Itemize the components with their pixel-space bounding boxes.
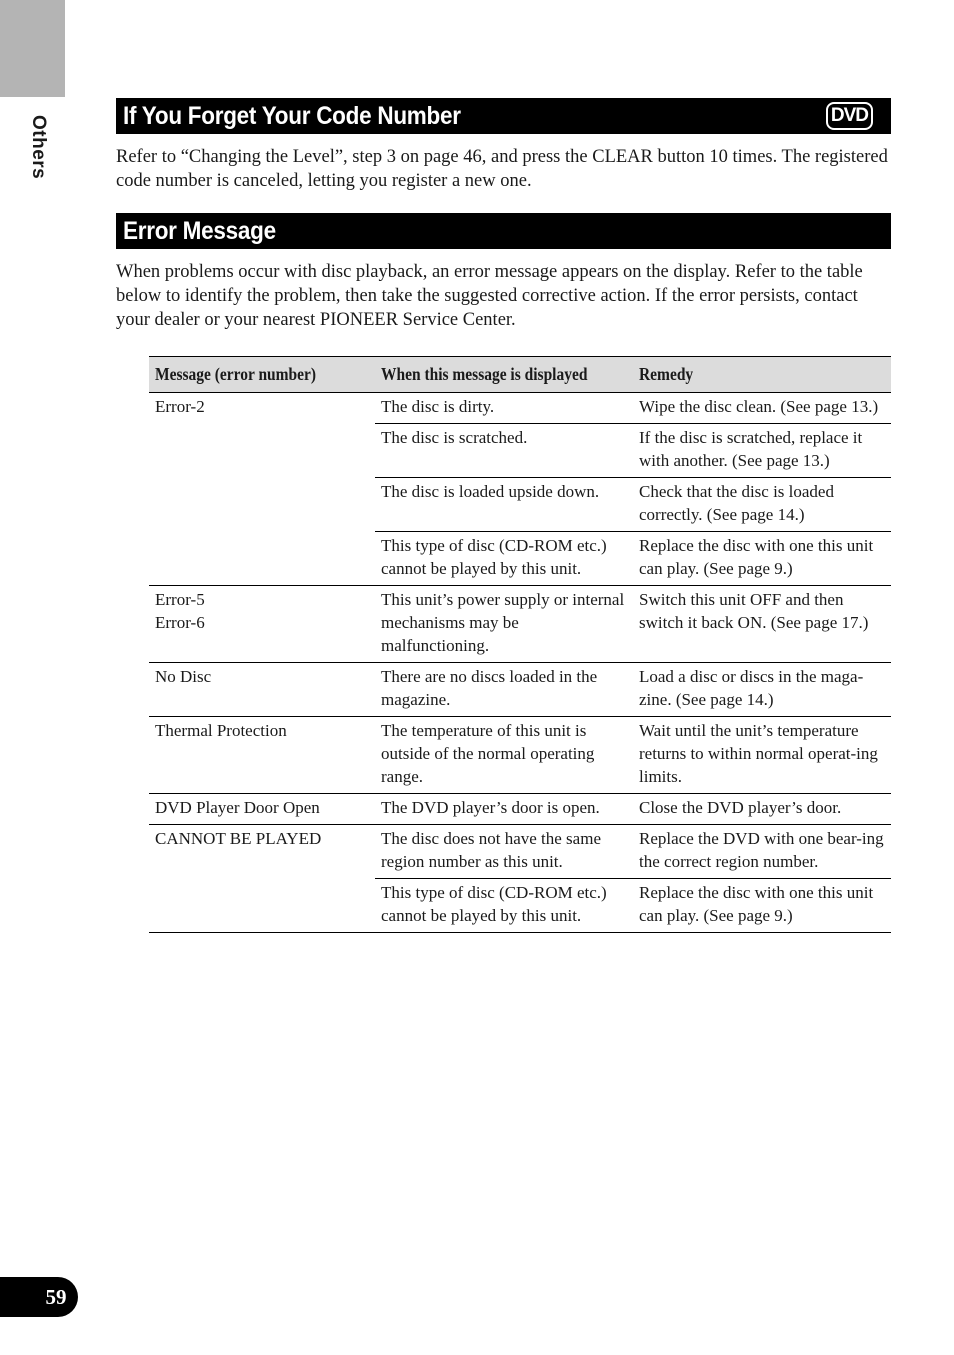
condition-cell: There are no discs loaded in the magazine. [375, 663, 633, 717]
side-tab-label: Others [28, 115, 49, 180]
table-row [149, 717, 891, 794]
table-row [149, 825, 891, 879]
error-message-cell: CANNOT BE PLAYED [149, 825, 375, 933]
remedy-cell: Wait until the unit’s temperature returns to within normal operat-ing limits. [633, 717, 891, 794]
remedy-cell: Close the DVD player’s door. [633, 794, 891, 825]
error-message-cell: No Disc [149, 663, 375, 717]
page-number-tab [0, 1277, 78, 1317]
condition-cell: The DVD player’s door is open. [375, 794, 633, 825]
remedy-cell: Switch this unit OFF and then switch it back ON. (See page 17.) [633, 586, 891, 663]
section-header-error-message [116, 213, 891, 249]
error-message-cell [149, 586, 375, 663]
column-header-when: When this message is displayed [375, 357, 633, 393]
table-row [149, 586, 891, 663]
remedy-cell: If the disc is scratched, replace it with another. (See page 13.) [633, 424, 891, 478]
section-header-forget-code [116, 98, 891, 134]
error-code-line: Error-6 [155, 613, 205, 632]
error-code-line: Error-5 [155, 590, 205, 609]
error-message-cell: Thermal Protection [149, 717, 375, 794]
condition-cell: The disc is loaded upside down. [375, 478, 633, 532]
error-message-paragraph: When problems occur with disc playback, an error message appears on the display. Refer to the table below to identify the problem, then take the suggested corrective action. If the error persists, contact your dealer or your nearest PIONEER Service Center. [116, 262, 863, 330]
condition-cell: The disc is dirty. [375, 393, 633, 424]
condition-cell: This unit’s power supply or internal mechanisms may be malfunctioning. [375, 586, 633, 663]
table-row [149, 393, 891, 424]
condition-cell: The temperature of this unit is outside of the normal operating range. [375, 717, 633, 794]
section-title: Error Message [123, 216, 276, 245]
page-number: 59 [45, 1284, 67, 1309]
error-table [149, 356, 891, 933]
condition-cell: This type of disc (CD-ROM etc.) cannot be played by this unit. [375, 532, 633, 586]
side-tab-marker [0, 0, 65, 97]
remedy-cell: Replace the disc with one this unit can play. (See page 9.) [633, 879, 891, 933]
remedy-cell: Wipe the disc clean. (See page 13.) [633, 393, 891, 424]
table-row [149, 794, 891, 825]
error-message-cell: DVD Player Door Open [149, 794, 375, 825]
condition-cell: The disc does not have the same region number as this unit. [375, 825, 633, 879]
remedy-cell: Load a disc or discs in the maga-zine. (See page 14.) [633, 663, 891, 717]
forget-code-paragraph: Refer to “Changing the Level”, step 3 on page 46, and press the CLEAR button 10 times. The registered code number is canceled, letting you register a new one. [116, 147, 888, 191]
section-title: If You Forget Your Code Number [123, 101, 461, 130]
remedy-cell: Replace the DVD with one bear-ing the correct region number. [633, 825, 891, 879]
condition-cell: The disc is scratched. [375, 424, 633, 478]
remedy-cell: Check that the disc is loaded correctly. (See page 14.) [633, 478, 891, 532]
condition-cell: This type of disc (CD-ROM etc.) cannot be played by this unit. [375, 879, 633, 933]
dvd-icon: DVD [826, 102, 873, 130]
remedy-cell: Replace the disc with one this unit can play. (See page 9.) [633, 532, 891, 586]
column-header-remedy: Remedy [633, 357, 891, 393]
table-header-row [149, 357, 891, 393]
error-message-cell: Error-2 [149, 393, 375, 586]
table-row [149, 663, 891, 717]
column-header-message: Message (error number) [149, 357, 375, 393]
